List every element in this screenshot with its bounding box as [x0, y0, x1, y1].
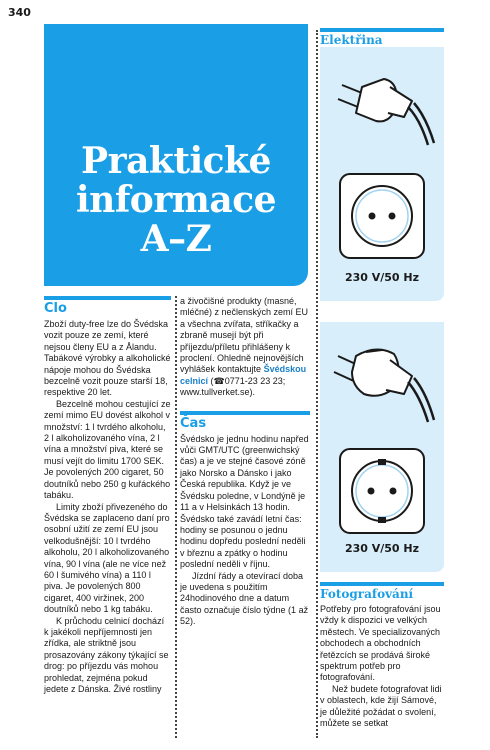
page-number: 340 — [8, 6, 31, 19]
foto-paragraph-2: Než budete fotografovat lidi v oblastech, kde žijí Sámové, je důležité požádat o svolení, můžete se setkat — [320, 683, 442, 729]
section-clo — [44, 296, 171, 695]
clo-paragraph-1: Zboží duty-free lze do Švédska vozit pouze ze zemí, které nejsou členy EU a z Ålandu. Tabákové výrobky a alkoholické nápoje mohou do Švédska bezcelně vozit pouze starší 18, respektive 20 let. — [44, 319, 171, 398]
title-line-3: A–Z — [140, 218, 212, 260]
customs-contact: (☎0771-23 23 23; www.tullverket.se). — [180, 375, 286, 398]
plug-type-c-icon — [328, 57, 438, 157]
title-line-1: Praktické — [81, 140, 271, 182]
title-line-2: informace — [75, 179, 277, 221]
section-fotografovani — [320, 582, 444, 729]
socket-type-c-icon — [337, 171, 427, 261]
cas-paragraph-1: Švédsko je jednu hodinu napřed vůči GMT/UTC (greenwichský čas) a je ve stejné časové zóně jako Norsko a Dánsko i jako Česká republika. Když je ve Švédsku poledne, v Londýně je 11 a v Helsinkách 13 hodin. Švédsko také zavádí letní čas: hodiny se posunou o jednu hodinu dopředu poslední neděli v březnu a zpátky o hodinu poslední neděli v říjnu. — [180, 433, 309, 570]
socket-type-f-icon — [337, 446, 427, 536]
voltage-label-2: 230 V/50 Hz — [344, 542, 420, 555]
section-heading-fotografovani: Fotografování — [320, 582, 444, 602]
cas-paragraph-2: Jízdní řády a otevírací doba je uvedena s použitím 24hodinového dne a datum často označuje číslo týdne (1 až 52). — [180, 570, 309, 627]
plug-type-f-icon — [326, 330, 438, 434]
section-heading-cas: Čas — [180, 411, 310, 432]
sidebar-elektrina — [320, 28, 444, 48]
clo-paragraph-3: Limity zboží přivezeného do Švédska se zaplaceno daní pro osobní užití ze zemí EU jsou velkodušnější: 10 l tvrdého alkoholu, 20 l alkoholizovaného vína, 90 l vína (ale ne více než 60 l šumivého vína) a 110 l piva. Je povolených 800 cigaret, 400 viržinek, 200 doutníků nebo 1 kg tabáku. — [44, 501, 170, 615]
chapter-title — [44, 142, 308, 259]
section-heading-clo: Clo — [44, 296, 171, 317]
clo-continuation-text: a živočišné produkty (masné, mléčné) z nečlenských zemí EU a všechna zvířata, stříkačky a zbraně musejí být při příjezdu/příletu přihlášeny k proclení. Ohledně nejnovějších vyhlášek kontaktujte — [180, 296, 309, 375]
section-heading-elektrina: Elektřina — [320, 28, 444, 48]
plug-panel-type-f — [320, 322, 444, 572]
foto-paragraph-1: Potřeby pro fotografování jsou vždy k dispozici ve velkých městech. Ve specializovaných obchodech a obchodních řetězcích se prodává široké spektrum potřeb pro fotografování. — [320, 604, 441, 683]
column-two — [180, 296, 310, 628]
voltage-label-1: 230 V/50 Hz — [344, 271, 420, 284]
plug-panel-type-c — [320, 47, 444, 301]
clo-paragraph-2: Bezcelně mohou cestující ze zemí mimo EU dovést alkohol v množství: 1 l tvrdého alkoholu, 2 l alkoholizovaného vína, 2 l vína a množství piva, které se musí vejít do limitu 1700 SEK. Je povolených 200 cigaret, 50 doutníků nebo 250 g kuřáckého tabáku. — [44, 398, 171, 501]
customs-link[interactable]: Švédskou celnicí — [180, 364, 307, 386]
clo-continuation — [180, 296, 310, 399]
column-divider — [175, 296, 177, 738]
clo-paragraph-4: K průchodu celnicí dochází k jakékoli nepříjemnosti jen zřídka, ale striktně jsou prosazovány zákony týkající se drog: po příjezdu vás mohou prohledat, zejména pokud jedete z Dánska. Živé rostliny — [44, 615, 169, 694]
sidebar-divider — [316, 30, 318, 738]
chapter-title-block — [44, 24, 308, 286]
